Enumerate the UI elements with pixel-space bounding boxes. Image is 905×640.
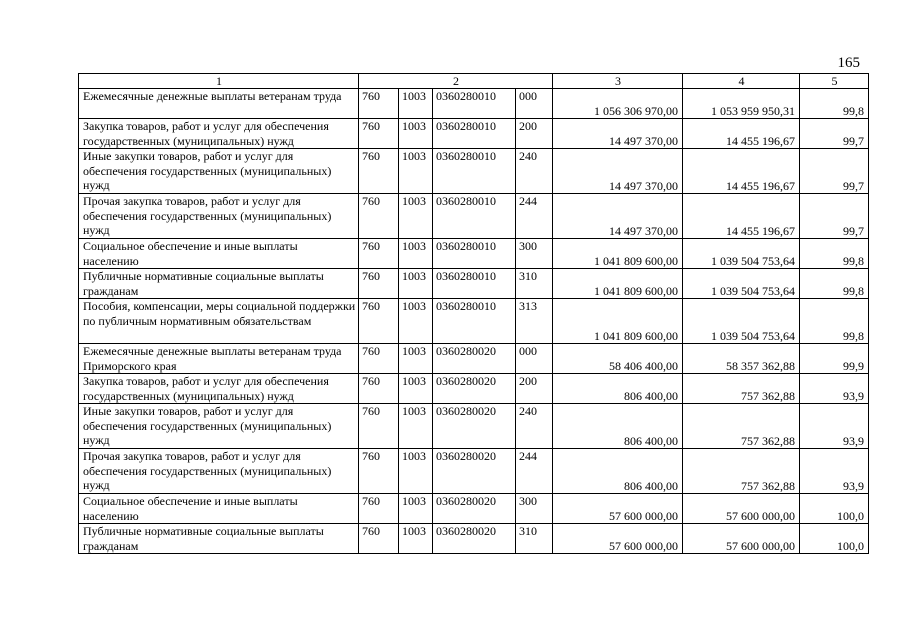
row-value-actual: 57 600 000,00 [683,524,800,554]
row-description: Иные закупки товаров, работ и услуг для обеспечения государственных (муниципальных) нужд [79,149,359,194]
row-code-section: 1003 [399,524,433,554]
row-value-actual: 757 362,88 [683,449,800,494]
row-value-plan: 58 406 400,00 [553,344,683,374]
header-row [79,74,869,89]
row-value-actual: 757 362,88 [683,404,800,449]
row-code-admin: 760 [359,374,399,404]
row-description: Публичные нормативные социальные выплаты гражданам [79,524,359,554]
table-row [79,449,869,494]
row-code-admin: 760 [359,269,399,299]
row-code-target: 0360280010 [433,194,516,239]
row-description: Иные закупки товаров, работ и услуг для обеспечения государственных (муниципальных) нужд [79,404,359,449]
table-row [79,299,869,344]
row-code-section: 1003 [399,404,433,449]
header-col-1: 1 [79,74,359,89]
row-value-plan: 1 056 306 970,00 [553,89,683,119]
row-code-target: 0360280010 [433,269,516,299]
table-header [79,74,869,89]
table-row [79,119,869,149]
row-value-percent: 93,9 [800,404,869,449]
row-value-actual: 58 357 362,88 [683,344,800,374]
row-code-admin: 760 [359,449,399,494]
row-code-section: 1003 [399,494,433,524]
row-code-admin: 760 [359,299,399,344]
table-body [79,89,869,554]
table-row [79,239,869,269]
row-value-actual: 1 053 959 950,31 [683,89,800,119]
row-value-percent: 93,9 [800,449,869,494]
row-code-admin: 760 [359,344,399,374]
row-code-type: 244 [516,194,553,239]
row-code-admin: 760 [359,149,399,194]
row-description: Закупка товаров, работ и услуг для обеспечения государственных (муниципальных) нужд [79,119,359,149]
row-description: Прочая закупка товаров, работ и услуг для обеспечения государственных (муниципальных) нужд [79,449,359,494]
table-row [79,269,869,299]
row-code-admin: 760 [359,404,399,449]
row-code-type: 300 [516,239,553,269]
row-value-actual: 14 455 196,67 [683,149,800,194]
row-code-target: 0360280020 [433,404,516,449]
header-col-4: 4 [683,74,800,89]
row-value-plan: 806 400,00 [553,404,683,449]
table-row [79,194,869,239]
row-value-plan: 14 497 370,00 [553,149,683,194]
header-col-5: 5 [800,74,869,89]
row-value-actual: 1 039 504 753,64 [683,269,800,299]
row-code-admin: 760 [359,239,399,269]
row-code-section: 1003 [399,269,433,299]
row-description: Публичные нормативные социальные выплаты гражданам [79,269,359,299]
row-code-admin: 760 [359,524,399,554]
row-value-percent: 99,8 [800,299,869,344]
row-code-target: 0360280010 [433,89,516,119]
page-number: 165 [837,55,860,71]
row-code-admin: 760 [359,119,399,149]
row-code-type: 310 [516,524,553,554]
row-value-percent: 99,7 [800,119,869,149]
row-code-section: 1003 [399,194,433,239]
row-code-section: 1003 [399,149,433,194]
row-code-type: 310 [516,269,553,299]
row-value-plan: 806 400,00 [553,449,683,494]
table-row [79,149,869,194]
row-value-percent: 93,9 [800,374,869,404]
row-value-percent: 99,8 [800,89,869,119]
row-value-plan: 806 400,00 [553,374,683,404]
row-value-plan: 1 041 809 600,00 [553,239,683,269]
row-value-percent: 100,0 [800,494,869,524]
row-code-type: 244 [516,449,553,494]
row-code-admin: 760 [359,194,399,239]
table-row [79,344,869,374]
row-value-plan: 14 497 370,00 [553,119,683,149]
table-row [79,494,869,524]
row-code-type: 313 [516,299,553,344]
row-description: Социальное обеспечение и иные выплаты населению [79,239,359,269]
row-value-actual: 757 362,88 [683,374,800,404]
row-value-percent: 99,7 [800,149,869,194]
row-value-percent: 99,9 [800,344,869,374]
row-code-section: 1003 [399,449,433,494]
row-code-admin: 760 [359,494,399,524]
row-code-target: 0360280020 [433,524,516,554]
row-code-section: 1003 [399,374,433,404]
row-code-target: 0360280020 [433,494,516,524]
row-description: Социальное обеспечение и иные выплаты населению [79,494,359,524]
row-value-actual: 14 455 196,67 [683,194,800,239]
row-code-admin: 760 [359,89,399,119]
row-value-percent: 99,8 [800,239,869,269]
row-code-section: 1003 [399,119,433,149]
row-code-type: 240 [516,404,553,449]
row-code-type: 000 [516,89,553,119]
row-code-section: 1003 [399,89,433,119]
row-value-plan: 1 041 809 600,00 [553,299,683,344]
row-code-section: 1003 [399,344,433,374]
table-row [79,89,869,119]
row-description: Пособия, компенсации, меры социальной поддержки по публичным нормативным обязательствам [79,299,359,344]
header-col-3: 3 [553,74,683,89]
row-code-target: 0360280010 [433,119,516,149]
row-code-target: 0360280010 [433,299,516,344]
row-description: Ежемесячные денежные выплаты ветеранам труда [79,89,359,119]
row-code-section: 1003 [399,239,433,269]
row-value-actual: 1 039 504 753,64 [683,239,800,269]
row-value-plan: 57 600 000,00 [553,494,683,524]
row-code-type: 240 [516,149,553,194]
row-code-target: 0360280020 [433,344,516,374]
row-code-target: 0360280010 [433,149,516,194]
row-value-percent: 99,7 [800,194,869,239]
row-description: Закупка товаров, работ и услуг для обеспечения государственных (муниципальных) нужд [79,374,359,404]
row-value-percent: 99,8 [800,269,869,299]
row-code-type: 200 [516,374,553,404]
table-row [79,524,869,554]
row-code-target: 0360280010 [433,239,516,269]
row-value-actual: 1 039 504 753,64 [683,299,800,344]
row-value-plan: 57 600 000,00 [553,524,683,554]
row-code-type: 200 [516,119,553,149]
row-code-type: 300 [516,494,553,524]
budget-table [78,73,869,554]
header-col-2: 2 [359,74,553,89]
row-description: Прочая закупка товаров, работ и услуг для обеспечения государственных (муниципальных) нужд [79,194,359,239]
table-row [79,404,869,449]
row-value-percent: 100,0 [800,524,869,554]
table-row [79,374,869,404]
row-code-section: 1003 [399,299,433,344]
row-code-type: 000 [516,344,553,374]
row-value-actual: 57 600 000,00 [683,494,800,524]
row-description: Ежемесячные денежные выплаты ветеранам труда Приморского края [79,344,359,374]
row-value-plan: 14 497 370,00 [553,194,683,239]
row-code-target: 0360280020 [433,374,516,404]
row-code-target: 0360280020 [433,449,516,494]
row-value-actual: 14 455 196,67 [683,119,800,149]
row-value-plan: 1 041 809 600,00 [553,269,683,299]
